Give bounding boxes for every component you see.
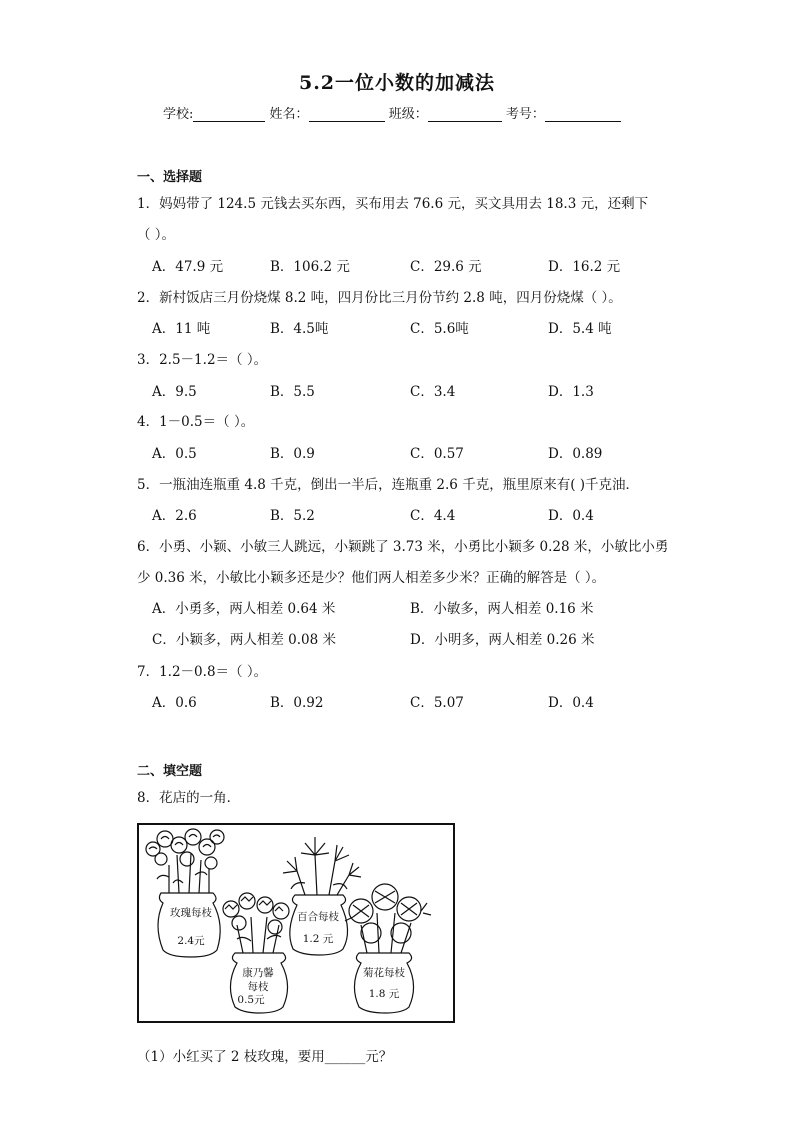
question-6-line-1: 6．小勇、小颖、小敏三人跳远，小颖跳了 3.73 米，小勇比小颖多 0.28 米，小敏比小勇 — [137, 539, 669, 555]
class-label: 班级： — [388, 107, 428, 122]
q3-option-c[interactable]: C．3.4 — [410, 384, 456, 400]
student-info-row — [163, 103, 621, 122]
q2-option-c[interactable]: C．5.6吨 — [410, 321, 469, 337]
q2-option-d[interactable]: D．5.4 吨 — [548, 321, 612, 337]
name-blank[interactable] — [309, 107, 385, 122]
lily-price: 1.2 元 — [302, 933, 334, 945]
q6-option-a[interactable]: A．小勇多，两人相差 0.64 米 — [152, 601, 336, 617]
q4-option-c[interactable]: C．0.57 — [410, 446, 464, 462]
q4-option-a[interactable]: A．0.5 — [152, 446, 197, 462]
section-fill-heading: 二、填空题 — [137, 764, 203, 779]
question-8-sub-1: （1）小红买了 2 枝玫瑰，要用______元？ — [137, 1049, 393, 1065]
q5-option-b[interactable]: B．5.2 — [270, 508, 315, 524]
q7-option-a[interactable]: A．0.6 — [152, 695, 197, 711]
q6-option-d[interactable]: D．小明多，两人相差 0.26 米 — [410, 632, 595, 648]
question-4-line-1: 4．1－0.5＝（ ）。 — [137, 414, 255, 430]
question-3-line-1: 3．2.5－1.2＝（ ）。 — [137, 352, 268, 368]
carnation-label-1: 康乃馨 — [242, 967, 274, 979]
q3-option-b[interactable]: B．5.5 — [270, 384, 315, 400]
number-label: 考号： — [505, 107, 545, 122]
page-title: 5.2一位小数的加减法 — [298, 72, 496, 94]
q3-option-a[interactable]: A．9.5 — [152, 384, 197, 400]
q4-option-b[interactable]: B．0.9 — [270, 446, 315, 462]
question-7-line-1: 7．1.2－0.8＝（ ）。 — [137, 664, 268, 680]
flower-shop-figure — [137, 823, 455, 1023]
rose-price: 2.4元 — [177, 935, 205, 947]
q5-option-d[interactable]: D．0.4 — [548, 508, 594, 524]
q2-option-a[interactable]: A．11 吨 — [152, 321, 211, 337]
class-blank[interactable] — [428, 107, 502, 122]
question-1-line-2: （ ）。 — [137, 227, 176, 243]
name-label: 姓名： — [269, 107, 309, 122]
question-2-line-1: 2．新村饭店三月份烧煤 8.2 吨，四月份比三月份节约 2.8 吨，四月份烧煤（ ）。 — [137, 290, 622, 306]
section-choice-heading: 一、选择题 — [137, 170, 203, 185]
q3-option-d[interactable]: D．1.3 — [548, 384, 594, 400]
q1-option-c[interactable]: C．29.6 元 — [410, 259, 482, 275]
q7-option-c[interactable]: C．5.07 — [410, 695, 464, 711]
q1-option-a[interactable]: A．47.9 元 — [152, 259, 224, 275]
q6-option-c[interactable]: C．小颖多，两人相差 0.08 米 — [152, 632, 336, 648]
lily-label: 百合每枝 — [297, 911, 339, 923]
q1-option-b[interactable]: B．106.2 元 — [270, 259, 350, 275]
chrysanthemum-label: 菊花每枝 — [363, 967, 405, 979]
school-label: 学校: — [163, 107, 194, 122]
q7-option-b[interactable]: B．0.92 — [270, 695, 324, 711]
chrysanthemum-price: 1.8 元 — [368, 988, 400, 1000]
question-8-line-1: 8．花店的一角． — [137, 790, 241, 806]
q4-option-d[interactable]: D．0.89 — [548, 446, 603, 462]
rose-label: 玫瑰每枝 — [170, 907, 212, 919]
question-6-line-2: 少 0.36 米，小敏比小颖多还是少？他们两人相差多少米？正确的解答是（ ）。 — [137, 570, 606, 586]
q7-option-d[interactable]: D．0.4 — [548, 695, 594, 711]
q5-option-c[interactable]: C．4.4 — [410, 508, 456, 524]
carnation-label-2: 每枝 — [247, 981, 269, 993]
q1-option-d[interactable]: D．16.2 元 — [548, 259, 621, 275]
question-1-line-1: 1．妈妈带了 124.5 元钱去买东西，买布用去 76.6 元，买文具用去 18.3 元，还剩下 — [137, 196, 649, 212]
number-blank[interactable] — [545, 107, 621, 122]
school-blank[interactable] — [193, 107, 265, 122]
q6-option-b[interactable]: B．小敏多，两人相差 0.16 米 — [410, 601, 594, 617]
carnation-price: 0.5元 — [237, 994, 265, 1006]
q5-option-a[interactable]: A．2.6 — [152, 508, 197, 524]
q2-option-b[interactable]: B．4.5吨 — [270, 321, 329, 337]
question-5-line-1: 5．一瓶油连瓶重 4.8 千克，倒出一半后，连瓶重 2.6 千克，瓶里原来有( )千克油． — [137, 477, 640, 493]
